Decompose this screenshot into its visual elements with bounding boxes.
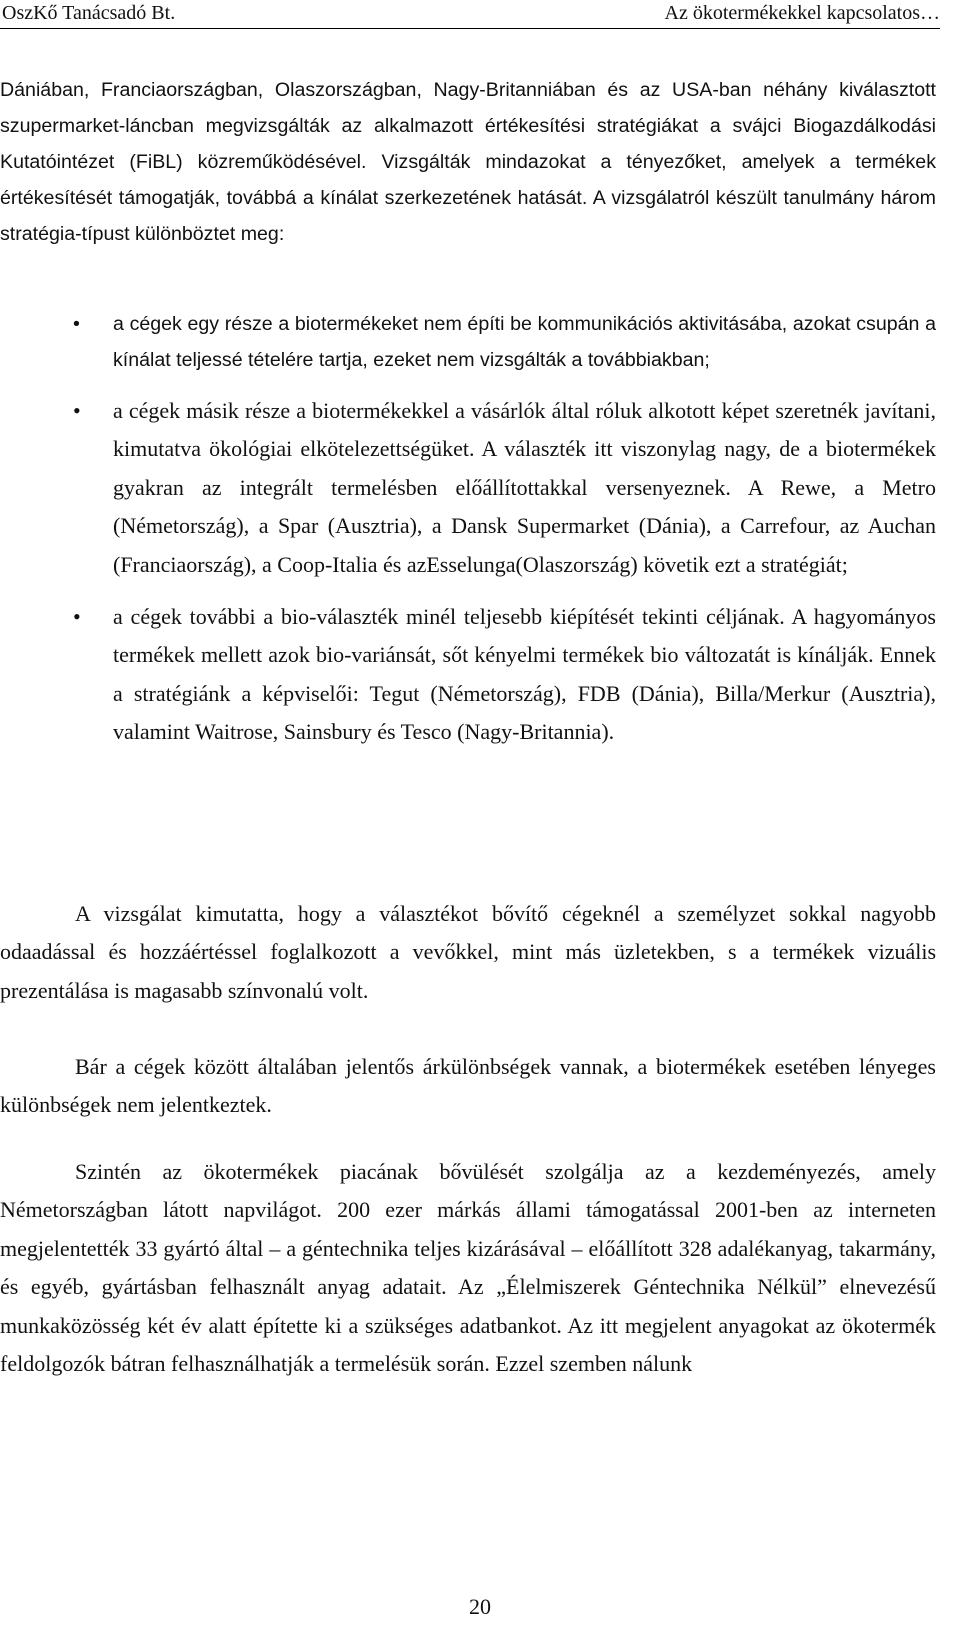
body-paragraph: Bár a cégek között általában jelentős árkülönbségek vannak, a biotermékek esetében lényeges különbségek nem jelentkeztek.	[0, 1054, 936, 1118]
list-item-text: a cégek egy része a biotermékeket nem építi be kommunikációs aktivitásába, azokat csupán a kínálat teljessé tételére tartja, ezeket nem vizsgálták a továbbiakban;	[113, 313, 936, 371]
body-paragraph: Szintén az ökotermékek piacának bővülését szolgálja az a kezdeményezés, amely Németországban látott napvilágot. 200 ezer márkás állami támogatással 2001-ben az interneten megjelentették 33 gyártó által – a géntechnika teljes kizárásával – előállított 328 adalékanyag, takarmány, és egyéb, gyártásban felhasznált anyag adatait. Az „Élelmiszerek Géntechnika Nélkül” elnevezésű munkaközösség két év alatt építette ki a szükséges adatbankot. Az itt megjelent anyagokat az ökotermék feldolgozók bátran felhasználhatják a termelésük során. Ezzel szemben nálunk	[0, 1159, 936, 1377]
bullet-icon: •	[73, 604, 81, 630]
body-paragraph: A vizsgálat kimutatta, hogy a választékot bővítő cégeknél a személyzet sokkal nagyobb odaadással és hozzáértéssel foglalkozott a vevőkkel, mint más üzletekben, s a termékek vizuális prezentálása is magasabb színvonalú volt.	[0, 901, 936, 1003]
list-item	[0, 598, 936, 752]
bullet-icon: •	[73, 398, 81, 423]
list-item	[0, 306, 936, 378]
page-number: 20	[469, 1594, 491, 1619]
header-document-title: Az ökotermékekkel kapcsolatos…	[664, 2, 940, 24]
list-item	[0, 392, 936, 584]
intro-paragraph: Dániában, Franciaországban, Olaszországban, Nagy-Britanniában és az USA-ban néhány kiválasztott szupermarket-láncban megvizsgálták az alkalmazott értékesítési stratégiákat a svájci Biogazdálkodási Kutatóintézet (FiBL) közreműködésével. Vizsgálták mindazokat a tényezőket, amelyek a termékek értékesítését támogatják, továbbá a kínálat szerkezetének hatását. A vizsgálatról készült tanulmány három stratégia-típust különböztet meg:	[0, 79, 936, 245]
header-company: OszKő Tanácsadó Bt.	[2, 2, 176, 24]
page-header	[0, 0, 940, 29]
list-item-text: a cégek további a bio-választék minél teljesebb kiépítését tekinti céljának. A hagyományos termékek mellett azok bio-variánsát, sőt kényelmi termékek bio változatát is kínálják. Ennek a stratégiánk a képviselői: Tegut (Németország), FDB (Dánia), Billa/Merkur (Ausztria), valamint Waitrose, Sainsbury és Tesco (Nagy-Britannia).	[113, 604, 936, 745]
list-item-text: a cégek másik része a biotermékekkel a vásárlók által róluk alkotott képet szeretnék javítani, kimutatva ökológiai elkötelezettségüket. A választék itt viszonylag nagy, de a biotermékek gyakran az integrált termelésben előállítottakkal versenyeznek. A Rewe, a Metro (Németország), a Spar (Ausztria), a Dansk Supermarket (Dánia), a Carrefour, az Auchan (Franciaország), a Coop-Italia és azEsselunga(Olaszország) követik ezt a stratégiát;	[113, 398, 936, 577]
strategy-list	[0, 306, 936, 752]
bullet-icon: •	[73, 313, 80, 335]
